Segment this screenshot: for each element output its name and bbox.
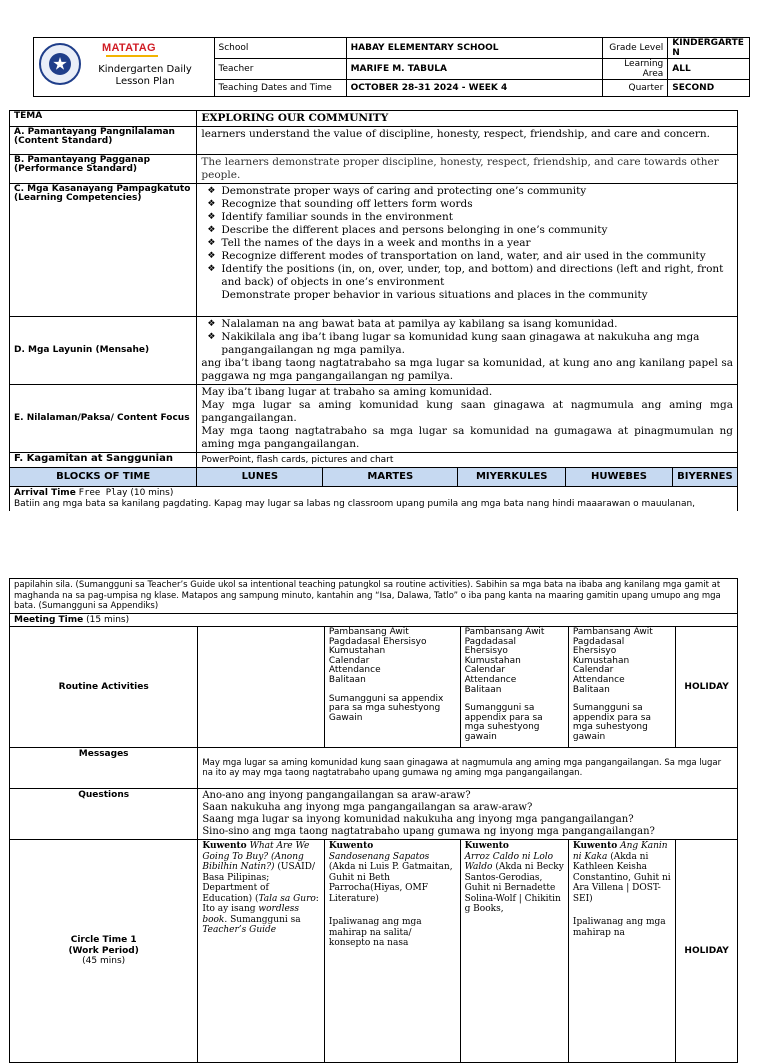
circle-huwebes: Kuwento Ang Kanin ni Kaka (Akda ni Kathleen Keisha Constantino, Guhit ni Ara Villena | DOST- SEI) Ipaliwanag ang mga mahirap na [568,840,675,1063]
objectives-list [201,318,733,357]
holiday-badge: HOLIDAY [676,840,738,1063]
objectives-value [197,317,738,385]
tema-label: TEMA [10,111,197,127]
competencies-extra: Demonstrate proper behavior in various situations and places in the community [221,289,648,301]
messages-value: May mga lugar sa aming komunidad kung saan ginagawa at nagmumula ang aming mga pangangailangan. Sa mga lugar na ito ay may mga taong nagtatrabaho upang gumawa ng aming mga pangangailangan. [198,748,738,789]
objectives-label: D. Mga Layunin (Mensahe) [10,317,197,385]
teacher-value: MARIFE M. TABULA [346,59,602,80]
list-item: ❖ Describe the different places and persons belonging in one’s community [221,224,733,237]
holiday-badge: HOLIDAY [676,627,738,748]
objectives-extra: ang iba’t ibang taong nagtatrabaho sa mga lugar sa komunidad, at kung ano ang kanilang papel sa paggawa ng mga pangangailangan ng pamilya. [201,357,733,382]
materials-value: PowerPoint, flash cards, pictures and chart [197,453,738,468]
arrival-time-cell: Arrival Time Free Play (10 mins) Batiin ang mga bata sa kanilang pagdating. Kapag may lugar sa labas ng classroom upang pumila ang mga bata nang hindi maaarawan o mauulanan, [10,487,738,512]
content-standard-label: A. Pamantayang Pangnilalaman (Content Standard) [10,127,197,155]
day-header-martes: MARTES [323,468,458,487]
tema-value: EXPLORING OUR COMMUNITY [197,111,738,127]
matatag-underline [106,55,158,57]
school-label: School [214,38,346,59]
day-header-huwebes: HUWEBES [566,468,673,487]
area-label: Learning Area [602,59,668,80]
materials-label: F. Kagamitan at Sanggunian [10,453,197,468]
routine-martes: Pambansang Awit Pagdadasal Ehersisyo Kumustahan Calendar Attendance Balitaan Sumangguni sa appendix para sa mga suhestyong Gawain [324,627,460,748]
circle-miyerkules: Kuwento Arroz Caldo ni Lolo Waldo (Akda ni Becky Santos-Gerodias, Guhit ni Bernadette Solina-Wolf | Chikitin g Books, [460,840,568,1063]
circle-lunes: Kuwento What Are We Going To Buy? (Anong Bibilhin Natin?) (USAID/ Basa Pilipinas; Department of Education) (Tala sa Guro: Ito ay isang wordless book. Sumangguni sa Teacher’s Guide [198,840,325,1063]
arrival-continued-text: papilahin sila. (Sumangguni sa Teacher’s Guide ukol sa intentional teaching patungkol sa routine activities). Sabihin sa mga bata na ibaba ang kanilang mga gamit at maghanda na sa pag-umpisa ng klase. Matapos ang sampung minuto, kantahin ang “Isa, Dalawa, Tatlo” o iba pang kanta na maaring gamitin upang umupo ang mga bata. (Sumangguni sa Appendiks) [10,579,738,614]
content-focus-value: May iba’t ibang lugar at trabaho sa aming komunidad. May mga lugar sa aming komunidad kung saan ginagawa at nagmumula ang aming mga pangangailangan. May mga taong nagtatrabaho sa mga lugar sa komunidad na gumagawa at pinagmumulan ng aming mga pangangailangan. [197,385,738,453]
quarter-label: Quarter [602,80,668,97]
dates-label: Teaching Dates and Time [214,80,346,97]
lesson-plan-table [9,110,738,511]
grade-value: KINDERGARTE N [668,38,750,59]
day-header-miyerkules: MIYERKULES [458,468,566,487]
competencies-label: C. Mga Kasanayang Pampagkatuto (Learning Competencies) [10,184,197,317]
quarter-value: SECOND [668,80,750,97]
dates-value: OCTOBER 28-31 2024 - WEEK 4 [346,80,602,97]
questions-label: Questions [10,789,198,840]
competencies-value [197,184,738,317]
list-item: ❖ Recognize that sounding off letters form words [221,198,733,211]
day-header-biyernes: BIYERNES [672,468,737,487]
routine-lunes [198,627,325,748]
list-item: ❖ Recognize different modes of transportation on land, water, and air used in the community [221,250,733,263]
circle-time-label: Circle Time 1 (Work Period) (45 mins) [10,840,198,1063]
day-header-lunes: LUNES [197,468,323,487]
questions-value: Ano-ano ang inyong pangangailangan sa araw-araw? Saan nakukuha ang inyong mga pangangailangan sa araw-araw? Saang mga lugar sa inyong komunidad nakukuha ang inyong mga pangangailangan? Sino-sino ang mga taong nagtatrabaho upang gumawa ng inyong mga pangangailangan? [198,789,738,840]
performance-standard-label: B. Pamantayang Pagganap (Performance Standard) [10,155,197,184]
header-logo-cell [34,38,215,97]
blocks-header-row [10,468,738,487]
circle-martes: Kuwento Sandosenang Sapatos (Akda ni Luis P. Gatmaitan, Guhit ni Beth Parrocha(Hiyas, OMF Literature) Ipaliwanag ang mga mahirap na salita/ konsepto na nasa [324,840,460,1063]
routine-huwebes: Pambansang Awit Pagdadasal Ehersisyo Kumustahan Calendar Attendance Balitaan Sumangguni sa appendix para sa mga suhestyong gawain [568,627,675,748]
routine-activities-label: Routine Activities [10,627,198,748]
grade-label: Grade Level [602,38,668,59]
list-item: ❖ Nalalaman na ang bawat bata at pamilya ay kabilang sa isang komunidad. [221,318,733,331]
meeting-time-cell: Meeting Time (15 mins) [10,613,738,627]
content-standard-value: learners understand the value of discipline, honesty, respect, friendship, and care and concern. [197,127,738,155]
list-item: ❖ Demonstrate proper ways of caring and protecting one’s community [221,185,733,198]
performance-standard-value: The learners demonstrate proper discipline, honesty, respect, friendship, and care towards other people. [197,155,738,184]
messages-label: Messages [10,748,198,789]
header-table [33,37,750,97]
deped-seal-icon [39,43,81,85]
list-item: ❖ Identify the positions (in, on, over, under, top, and bottom) and directions (left and right, front and back) of objects in one’s environment [221,263,733,289]
lesson-plan-table-continued [9,578,738,1063]
matatag-logo: MATATAG [102,42,156,54]
teacher-label: Teacher [214,59,346,80]
dlp-title: Kindergarten Daily Lesson Plan [98,64,192,87]
routine-miyerkules: Pambansang Awit Pagdadasal Ehersisyo Kumustahan Calendar Attendance Balitaan Sumangguni sa appendix para sa mga suhestyong gawain [460,627,568,748]
list-item: ❖ Nakikilala ang iba’t ibang lugar sa komunidad kung saan ginagawa at nakukuha ang mga pangangailangan ng mga pamilya. [221,331,733,357]
area-value: ALL [668,59,750,80]
list-item: ❖ Identify familiar sounds in the environment [221,211,733,224]
list-item: ❖ Tell the names of the days in a week and months in a year [221,237,733,250]
content-focus-label: E. Nilalaman/Paksa/ Content Focus [10,385,197,453]
blocks-of-time-header: BLOCKS OF TIME [10,468,197,487]
school-value: HABAY ELEMENTARY SCHOOL [346,38,602,59]
competencies-list [201,185,733,289]
